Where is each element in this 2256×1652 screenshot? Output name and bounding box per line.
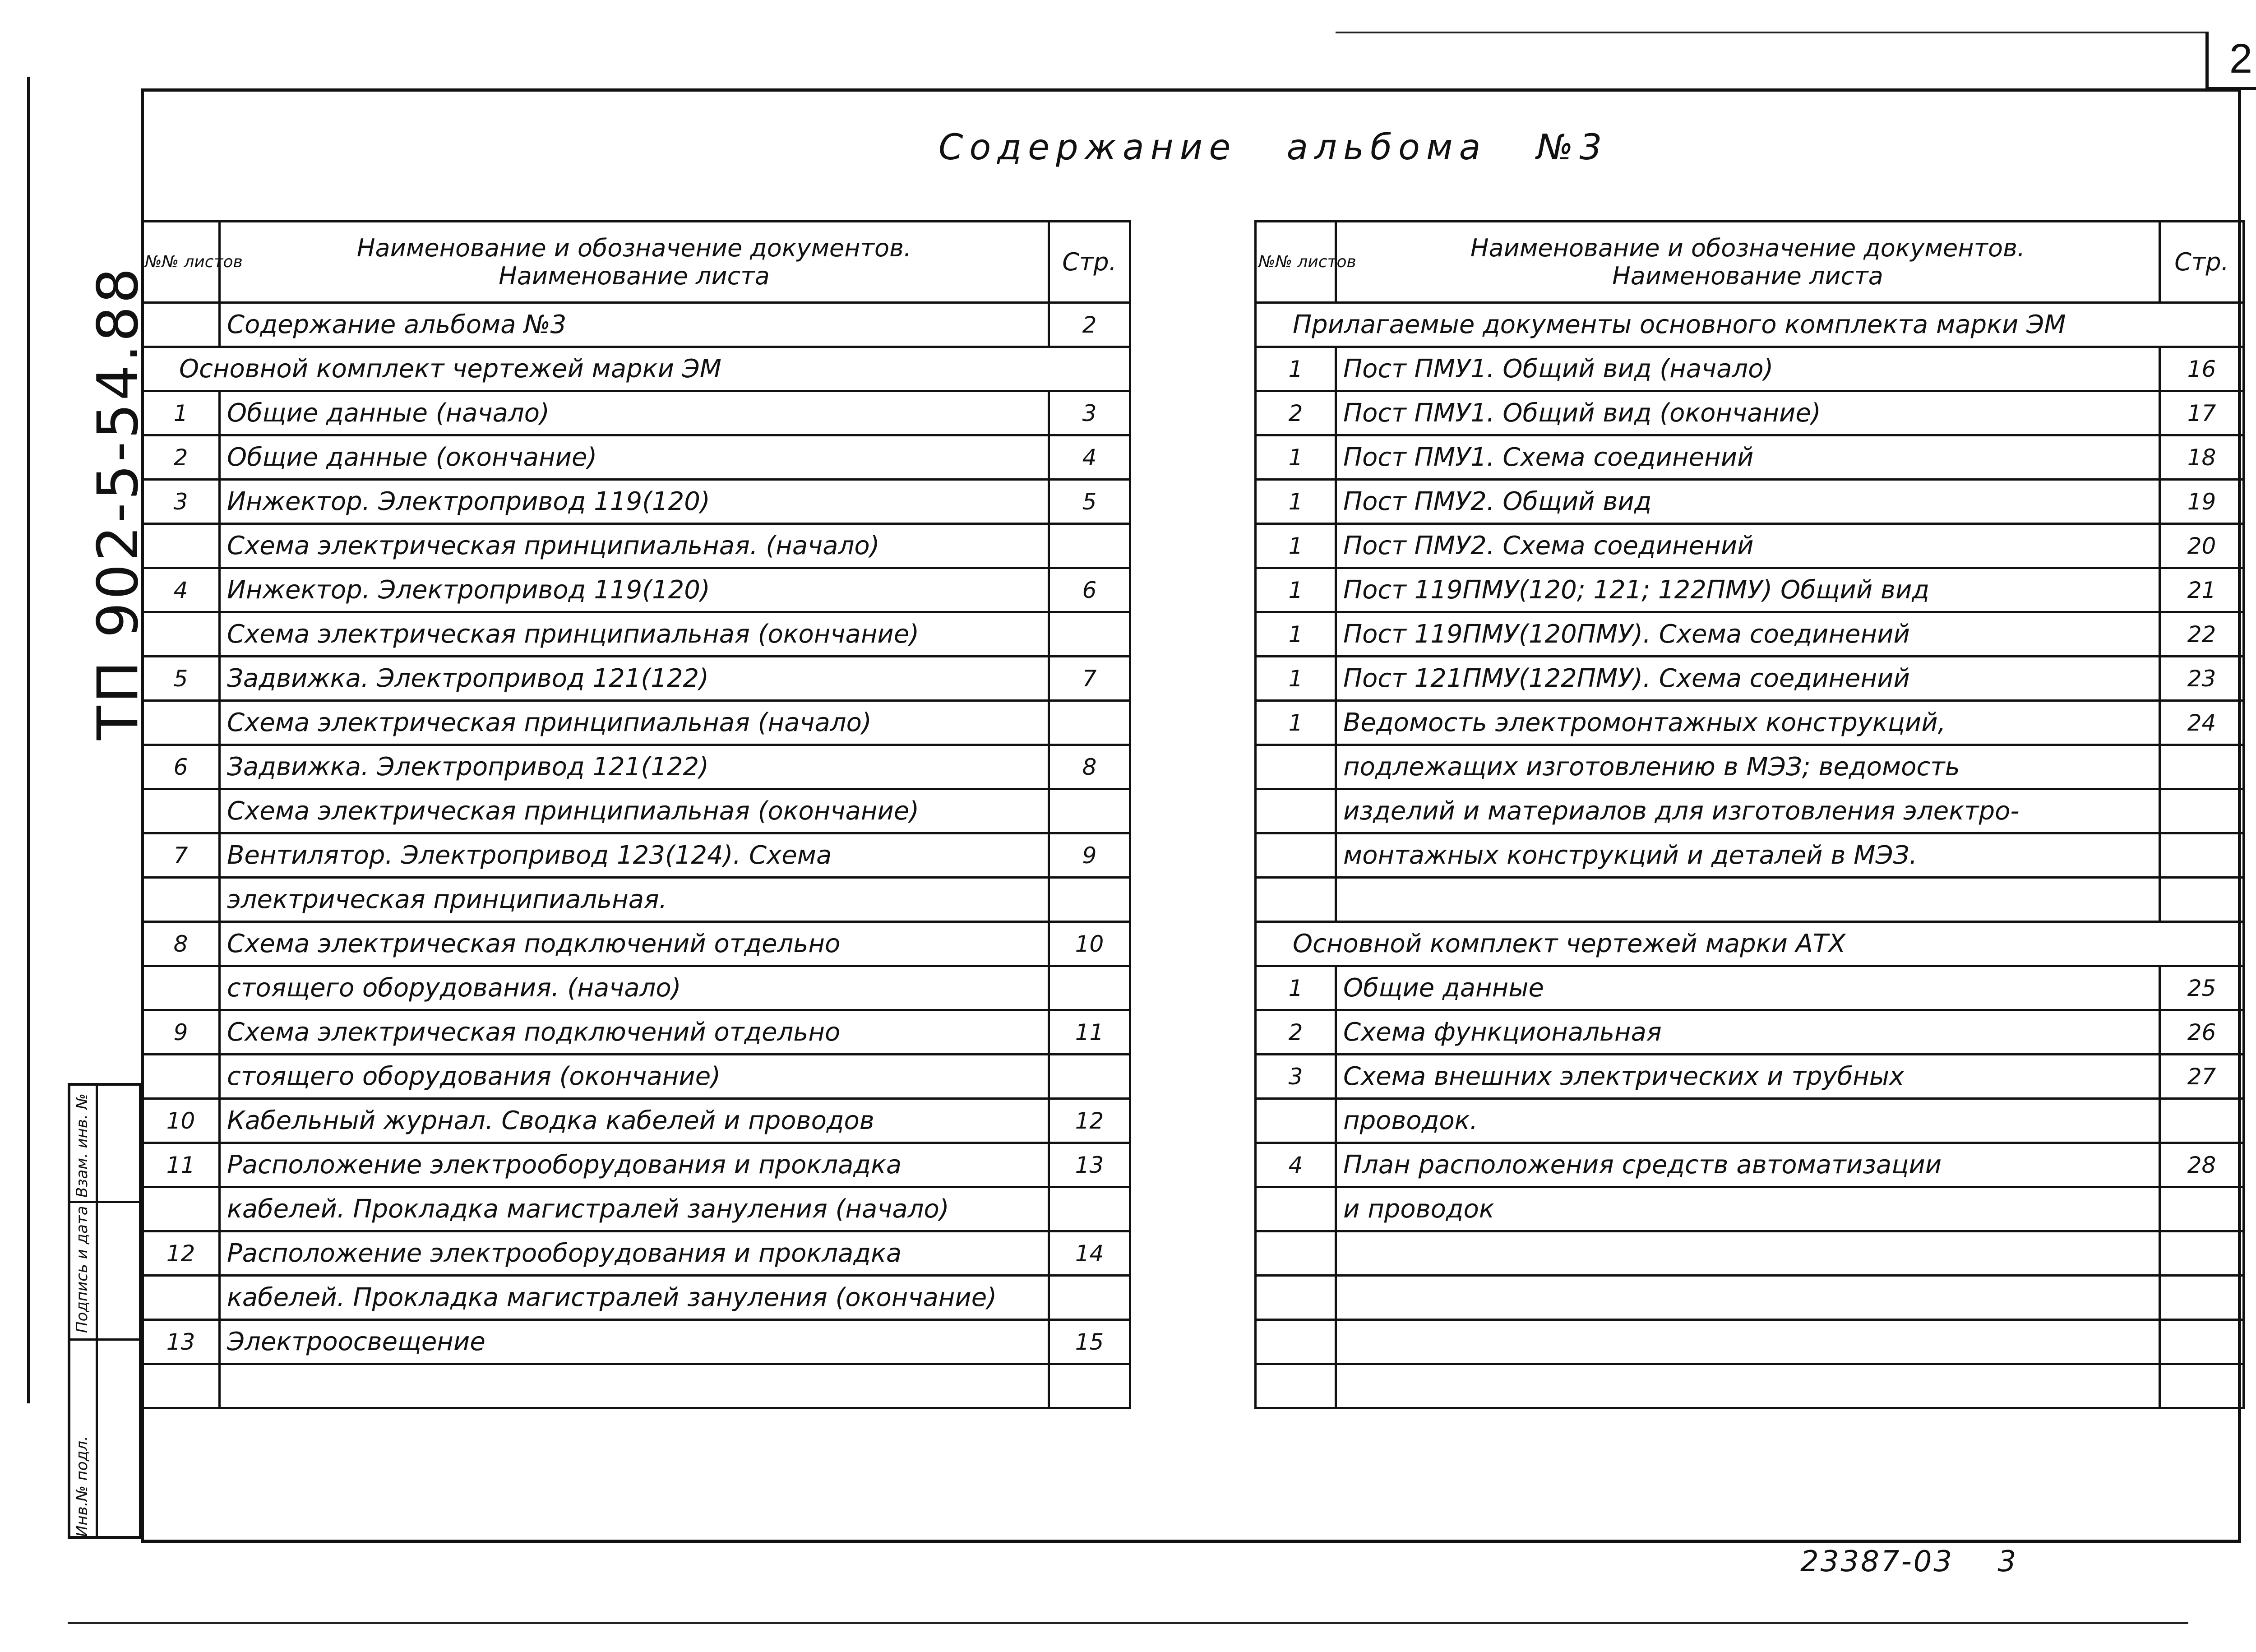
table-row [1256,745,2244,789]
table-row [142,701,1130,745]
title-word-3: №3 [1536,127,1609,168]
page-number-cell: 24 [2160,701,2244,745]
sheet-number-cell: 1 [1256,568,1336,612]
document-name-cell: Схема электрическая подключений отдельно [220,1010,1049,1055]
table-row [142,789,1130,833]
sheet-number-cell [142,1276,220,1320]
table-row [142,1143,1130,1187]
document-name-cell [220,1364,1049,1408]
header-page: Стр. [1049,222,1130,303]
page-number-cell: 28 [2160,1143,2244,1187]
page-number-cell: 10 [1049,922,1130,966]
table-row [1256,922,2244,966]
table-row [142,480,1130,524]
page-number-cell: 6 [1049,568,1130,612]
table-row [1256,878,2244,922]
sheet-number-cell: 5 [142,657,220,701]
document-name-cell: проводок. [1336,1099,2160,1143]
table-row [142,303,1130,347]
sheet-number-cell: 3 [1256,1055,1336,1099]
document-name-cell: Схема электрическая принципиальная (начало) [220,701,1049,745]
sheet-number-cell: 3 [142,480,220,524]
table-row [1256,347,2244,391]
document-name-cell: кабелей. Прокладка магистралей зануления (начало) [220,1187,1049,1231]
page-number-cell [1049,1187,1130,1231]
page-number-cell [1049,789,1130,833]
document-name-cell: изделий и материалов для изготовления электро- [1336,789,2160,833]
table-row [142,1055,1130,1099]
page-number-cell [1049,878,1130,922]
sheet-number-cell [142,789,220,833]
sheet-number-cell [142,303,220,347]
page-number-cell [1049,524,1130,568]
sheet-number-cell: 11 [142,1143,220,1187]
document-name-cell: Схема электрическая принципиальная. (начало) [220,524,1049,568]
page-number-cell [2160,1099,2244,1143]
sheet-number-cell: 2 [1256,391,1336,435]
sheet-number-cell [142,1364,220,1408]
page-number-cell: 25 [2160,966,2244,1010]
table-row [142,1320,1130,1364]
document-name-cell: Схема внешних электрических и трубных [1336,1055,2160,1099]
table-row [1256,568,2244,612]
table-row [142,878,1130,922]
sheet-number-cell: 2 [1256,1010,1336,1055]
page-number-cell [2160,789,2244,833]
top-margin-line [1336,32,2206,33]
page-number-cell: 4 [1049,435,1130,480]
right-contents-table [1254,220,2245,1409]
sheet-number-cell [1256,1320,1336,1364]
document-name-cell: стоящего оборудования (окончание) [220,1055,1049,1099]
document-name-cell: подлежащих изготовлению в МЭЗ; ведомость [1336,745,2160,789]
table-row [1256,833,2244,878]
page-number-cell [1049,1276,1130,1320]
sheet-number-cell [142,966,220,1010]
sheet-number-cell: 6 [142,745,220,789]
bottom-margin-line [68,1622,2188,1624]
section-heading: Прилагаемые документы основного комплекта марки ЭМ [1256,303,2244,347]
table-row [142,568,1130,612]
document-name-cell: и проводок [1336,1187,2160,1231]
sheet-number-cell [142,524,220,568]
document-name-cell: Общие данные (начало) [220,391,1049,435]
left-contents-table [141,220,1131,1409]
table-row [1256,701,2244,745]
document-code: ТП 902-5-54.88 [86,265,151,740]
sheet-number-cell: 1 [1256,657,1336,701]
sheet-number-cell [1256,1276,1336,1320]
page-number-cell: 19 [2160,480,2244,524]
sheet-number-cell [142,878,220,922]
document-name-cell [1336,878,2160,922]
left-margin-line [27,77,30,1403]
header-document-name [220,222,1049,303]
page-number-cell [2160,1320,2244,1364]
document-name-cell: кабелей. Прокладка магистралей зануления (окончание) [220,1276,1049,1320]
table-row [1256,657,2244,701]
document-name-cell: План расположения средств автоматизации [1336,1143,2160,1187]
page-number-cell: 2 [1049,303,1130,347]
page-number-cell: 20 [2160,524,2244,568]
sheet-number-cell [1256,1231,1336,1276]
document-name-cell: Пост 119ПМУ(120; 121; 122ПМУ) Общий вид [1336,568,2160,612]
sheet-number-cell: 2 [142,435,220,480]
document-name-cell: Электроосвещение [220,1320,1049,1364]
page-number-cell [1049,612,1130,657]
table-row [1256,966,2244,1010]
sheet-number-cell [1256,833,1336,878]
table-row [142,1364,1130,1408]
sheet-number-cell [142,1055,220,1099]
page-number-cell [1049,701,1130,745]
table-row [1256,435,2244,480]
sheet-number-cell: 1 [1256,347,1336,391]
sheet-number-cell [1256,745,1336,789]
sheet-number-cell: 8 [142,922,220,966]
footer-code [1800,1545,2018,1578]
sheet-number-cell: 1 [1256,435,1336,480]
document-name-cell: Расположение электрооборудования и прокладка [220,1231,1049,1276]
document-name-cell: Общие данные (окончание) [220,435,1049,480]
page-number-cell [2160,878,2244,922]
page-number-cell [1049,966,1130,1010]
table-row [142,1231,1130,1276]
page-number-cell: 14 [1049,1231,1130,1276]
document-name-cell [1336,1276,2160,1320]
document-name-cell: Ведомость электромонтажных конструкций, [1336,701,2160,745]
right-table-body [1256,303,2244,1408]
approval-stamp [68,1083,142,1539]
sheet-number-cell: 4 [1256,1143,1336,1187]
sheet-number-cell: 4 [142,568,220,612]
title-word-2: альбома [1286,127,1487,168]
section-heading: Основной комплект чертежей марки ЭМ [142,347,1130,391]
page-number-cell [2160,1276,2244,1320]
table-row [142,612,1130,657]
sheet-number-cell: 1 [1256,612,1336,657]
page-number-cell [2160,1364,2244,1408]
table-row [1256,1099,2244,1143]
page-number-cell: 27 [2160,1055,2244,1099]
table-row [142,391,1130,435]
sheet-number-cell [1256,878,1336,922]
document-name-cell: Инжектор. Электропривод 119(120) [220,568,1049,612]
table-row [1256,1010,2244,1055]
title-word-1: Содержание [938,127,1237,168]
page-number-cell: 21 [2160,568,2244,612]
header-name-line-1: Наименование и обозначение документов. [356,233,912,262]
sheet-number-cell [142,1187,220,1231]
table-row [142,1276,1130,1320]
table-row [142,435,1130,480]
table-row [142,1099,1130,1143]
table-row [1256,1187,2244,1231]
stamp-label-signature: Подпись и дата [73,1206,91,1333]
table-row [142,1010,1130,1055]
page-number-cell: 3 [1049,391,1130,435]
page-number-cell: 22 [2160,612,2244,657]
page-number-cell [1049,1055,1130,1099]
sheet-number-cell: 12 [142,1231,220,1276]
document-name-cell: Пост ПМУ2. Схема соединений [1336,524,2160,568]
sheet-number-cell: 10 [142,1099,220,1143]
sheet-number-cell [1256,1187,1336,1231]
sheet-number-cell: 1 [1256,966,1336,1010]
footer-code-number: 23387-03 [1800,1545,1954,1578]
sheet-number-cell: 1 [1256,701,1336,745]
table-row [1256,1055,2244,1099]
table-row [1256,391,2244,435]
document-name-cell: Общие данные [1336,966,2160,1010]
table-row [142,657,1130,701]
table-row [1256,303,2244,347]
table-row [142,1187,1130,1231]
document-name-cell: монтажных конструкций и деталей в МЭЗ. [1336,833,2160,878]
document-name-cell: Инжектор. Электропривод 119(120) [220,480,1049,524]
page-number-cell: 18 [2160,435,2244,480]
table-row [142,524,1130,568]
table-row [1256,1320,2244,1364]
page-number: 2 [2229,36,2253,82]
document-name-cell [1336,1364,2160,1408]
sheet-number-cell: 1 [142,391,220,435]
header-name-line-1: Наименование и обозначение документов. [1470,233,2025,262]
stamp-label-inv: Инв.№ подл. [73,1436,91,1537]
document-name-cell [1336,1231,2160,1276]
page-number-cell [2160,745,2244,789]
table-row [1256,1364,2244,1408]
page-number-cell: 26 [2160,1010,2244,1055]
footer-sheet-number: 3 [1997,1545,2018,1578]
document-name-cell: Схема электрическая принципиальная (окончание) [220,789,1049,833]
page-number-cell [2160,833,2244,878]
page-number-cell: 13 [1049,1143,1130,1187]
header-page: Стр. [2160,222,2244,303]
table-row [1256,612,2244,657]
page-number-cell: 17 [2160,391,2244,435]
header-sheet-numbers: №№ листов [1256,222,1336,303]
document-name-cell: Задвижка. Электропривод 121(122) [220,745,1049,789]
page-number-cell: 9 [1049,833,1130,878]
page-number-cell: 16 [2160,347,2244,391]
page-number-cell: 8 [1049,745,1130,789]
document-name-cell: Расположение электрооборудования и прокладка [220,1143,1049,1187]
table-row [1256,524,2244,568]
document-name-cell: Содержание альбома №3 [220,303,1049,347]
document-name-cell: Пост ПМУ1. Общий вид (окончание) [1336,391,2160,435]
sheet-number-cell [142,701,220,745]
document-name-cell: Пост ПМУ1. Общий вид (начало) [1336,347,2160,391]
table-row [1256,1231,2244,1276]
table-row [142,966,1130,1010]
sheet-number-cell [1256,1099,1336,1143]
page-number-cell: 7 [1049,657,1130,701]
sheet-number-cell: 13 [142,1320,220,1364]
stamp-label-replace: Взам. инв. № [73,1093,91,1198]
document-name-cell: Задвижка. Электропривод 121(122) [220,657,1049,701]
page-number-cell [2160,1231,2244,1276]
document-name-cell: Пост ПМУ1. Схема соединений [1336,435,2160,480]
page-number-cell: 11 [1049,1010,1130,1055]
sheet-number-cell: 1 [1256,480,1336,524]
sheet-number-cell: 9 [142,1010,220,1055]
page-number-cell: 12 [1049,1099,1130,1143]
document-name-cell: Схема функциональная [1336,1010,2160,1055]
document-name-cell: Схема электрическая принципиальная (окончание) [220,612,1049,657]
document-name-cell: Пост ПМУ2. Общий вид [1336,480,2160,524]
page-number-cell [2160,1187,2244,1231]
table-row [1256,1276,2244,1320]
header-name-line-2: Наименование листа [1612,261,1883,290]
header-document-name [1336,222,2160,303]
page-title [938,127,1608,168]
table-row [142,347,1130,391]
sheet-number-cell [142,612,220,657]
document-name-cell [1336,1320,2160,1364]
document-name-cell: Схема электрическая подключений отдельно [220,922,1049,966]
header-name-line-2: Наименование листа [499,261,770,290]
sheet-number-cell: 7 [142,833,220,878]
document-name-cell: Пост 119ПМУ(120ПМУ). Схема соединений [1336,612,2160,657]
section-heading: Основной комплект чертежей марки АТХ [1256,922,2244,966]
table-row [142,745,1130,789]
header-sheet-numbers: №№ листов [142,222,220,303]
page-number-box [2205,32,2256,90]
table-row [1256,1143,2244,1187]
page-number-cell: 15 [1049,1320,1130,1364]
sheet-number-cell [1256,789,1336,833]
table-row [1256,480,2244,524]
document-name-cell: Пост 121ПМУ(122ПМУ). Схема соединений [1336,657,2160,701]
sheet-number-cell [1256,1364,1336,1408]
document-name-cell: электрическая принципиальная. [220,878,1049,922]
left-table-body [142,303,1130,1408]
page-number-cell: 23 [2160,657,2244,701]
document-name-cell: Вентилятор. Электропривод 123(124). Схема [220,833,1049,878]
document-name-cell: стоящего оборудования. (начало) [220,966,1049,1010]
table-row [142,922,1130,966]
document-name-cell: Кабельный журнал. Сводка кабелей и проводов [220,1099,1049,1143]
page-number-cell: 5 [1049,480,1130,524]
table-row [1256,789,2244,833]
sheet-number-cell: 1 [1256,524,1336,568]
page-number-cell [1049,1364,1130,1408]
table-row [142,833,1130,878]
